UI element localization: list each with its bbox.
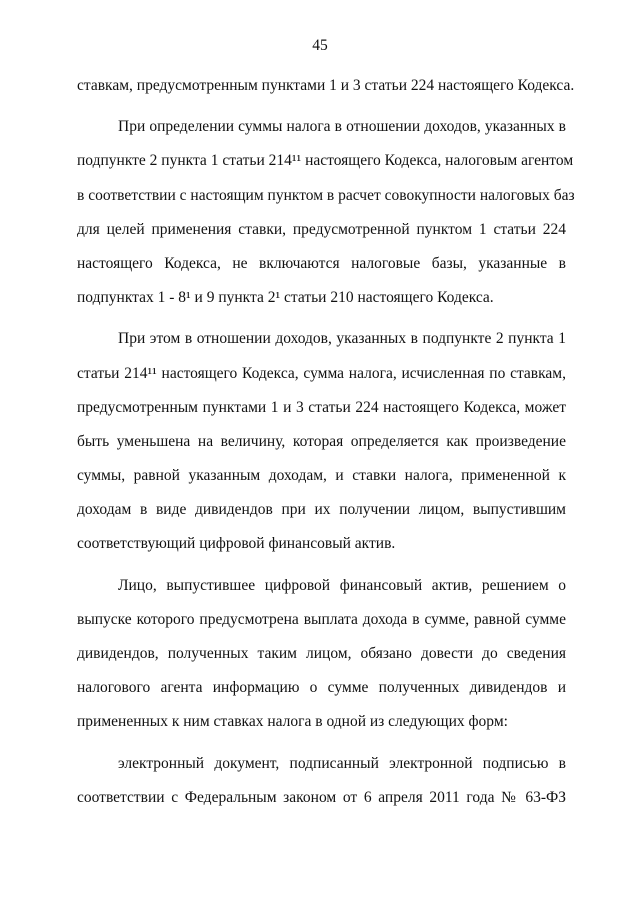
text-line: подпункте 2 пункта 1 статьи 214¹¹ настоящего Кодекса, налоговым агентом — [77, 152, 574, 170]
page-number: 45 — [312, 37, 328, 54]
document-body — [77, 69, 575, 815]
text-line: настоящего Кодекса, не включаются налоговые базы, указанные в — [77, 254, 566, 272]
paragraph — [77, 322, 566, 561]
text-line: выпуске которого предусмотрена выплата дохода в сумме, равной сумме — [77, 610, 566, 628]
text-line: дивидендов, полученных таким лицом, обязано довести до сведения — [77, 645, 566, 662]
text-line: доходам в виде дивидендов при их получении лицом, выпустившим — [77, 501, 566, 519]
text-line: ставкам, предусмотренным пунктами 1 и 3 статьи 224 настоящего Кодекса. — [77, 77, 575, 94]
paragraph — [77, 110, 575, 315]
text-line: Лицо, выпустившее цифровой финансовый актив, решением о — [118, 576, 566, 594]
text-line: При определении суммы налога в отношении доходов, указанных в — [118, 118, 566, 136]
text-line: При этом в отношении доходов, указанных в подпункте 2 пункта 1 — [118, 330, 566, 348]
text-line: соответствующий цифровой финансовый актив. — [77, 535, 396, 553]
text-line: предусмотренным пунктами 1 и 3 статьи 224 настоящего Кодекса, может — [77, 398, 566, 416]
text-line: быть уменьшена на величину, которая определяется как произведение — [77, 432, 566, 450]
paragraph — [77, 569, 566, 740]
text-line: электронный документ, подписанный электронной подписью в — [118, 754, 566, 772]
text-line: примененных к ним ставках налога в одной из следующих форм: — [77, 713, 508, 731]
text-line: подпунктах 1 - 8¹ и 9 пункта 2¹ статьи 210 настоящего Кодекса. — [77, 289, 494, 307]
text-line: налогового агента информацию о сумме полученных дивидендов и — [77, 679, 566, 697]
paragraph — [77, 69, 575, 103]
paragraph — [77, 747, 566, 815]
text-line: статьи 214¹¹ настоящего Кодекса, сумма налога, исчисленная по ставкам, — [77, 364, 566, 382]
text-line: соответствии с Федеральным законом от 6 апреля 2011 года № 63-ФЗ — [77, 788, 566, 806]
text-line: суммы, равной указанным доходам, и ставки налога, примененной к — [77, 467, 566, 485]
text-line: для целей применения ставки, предусмотренной пунктом 1 статьи 224 — [77, 220, 566, 238]
text-line: в соответствии с настоящим пунктом в расчет совокупности налоговых баз — [77, 186, 575, 204]
